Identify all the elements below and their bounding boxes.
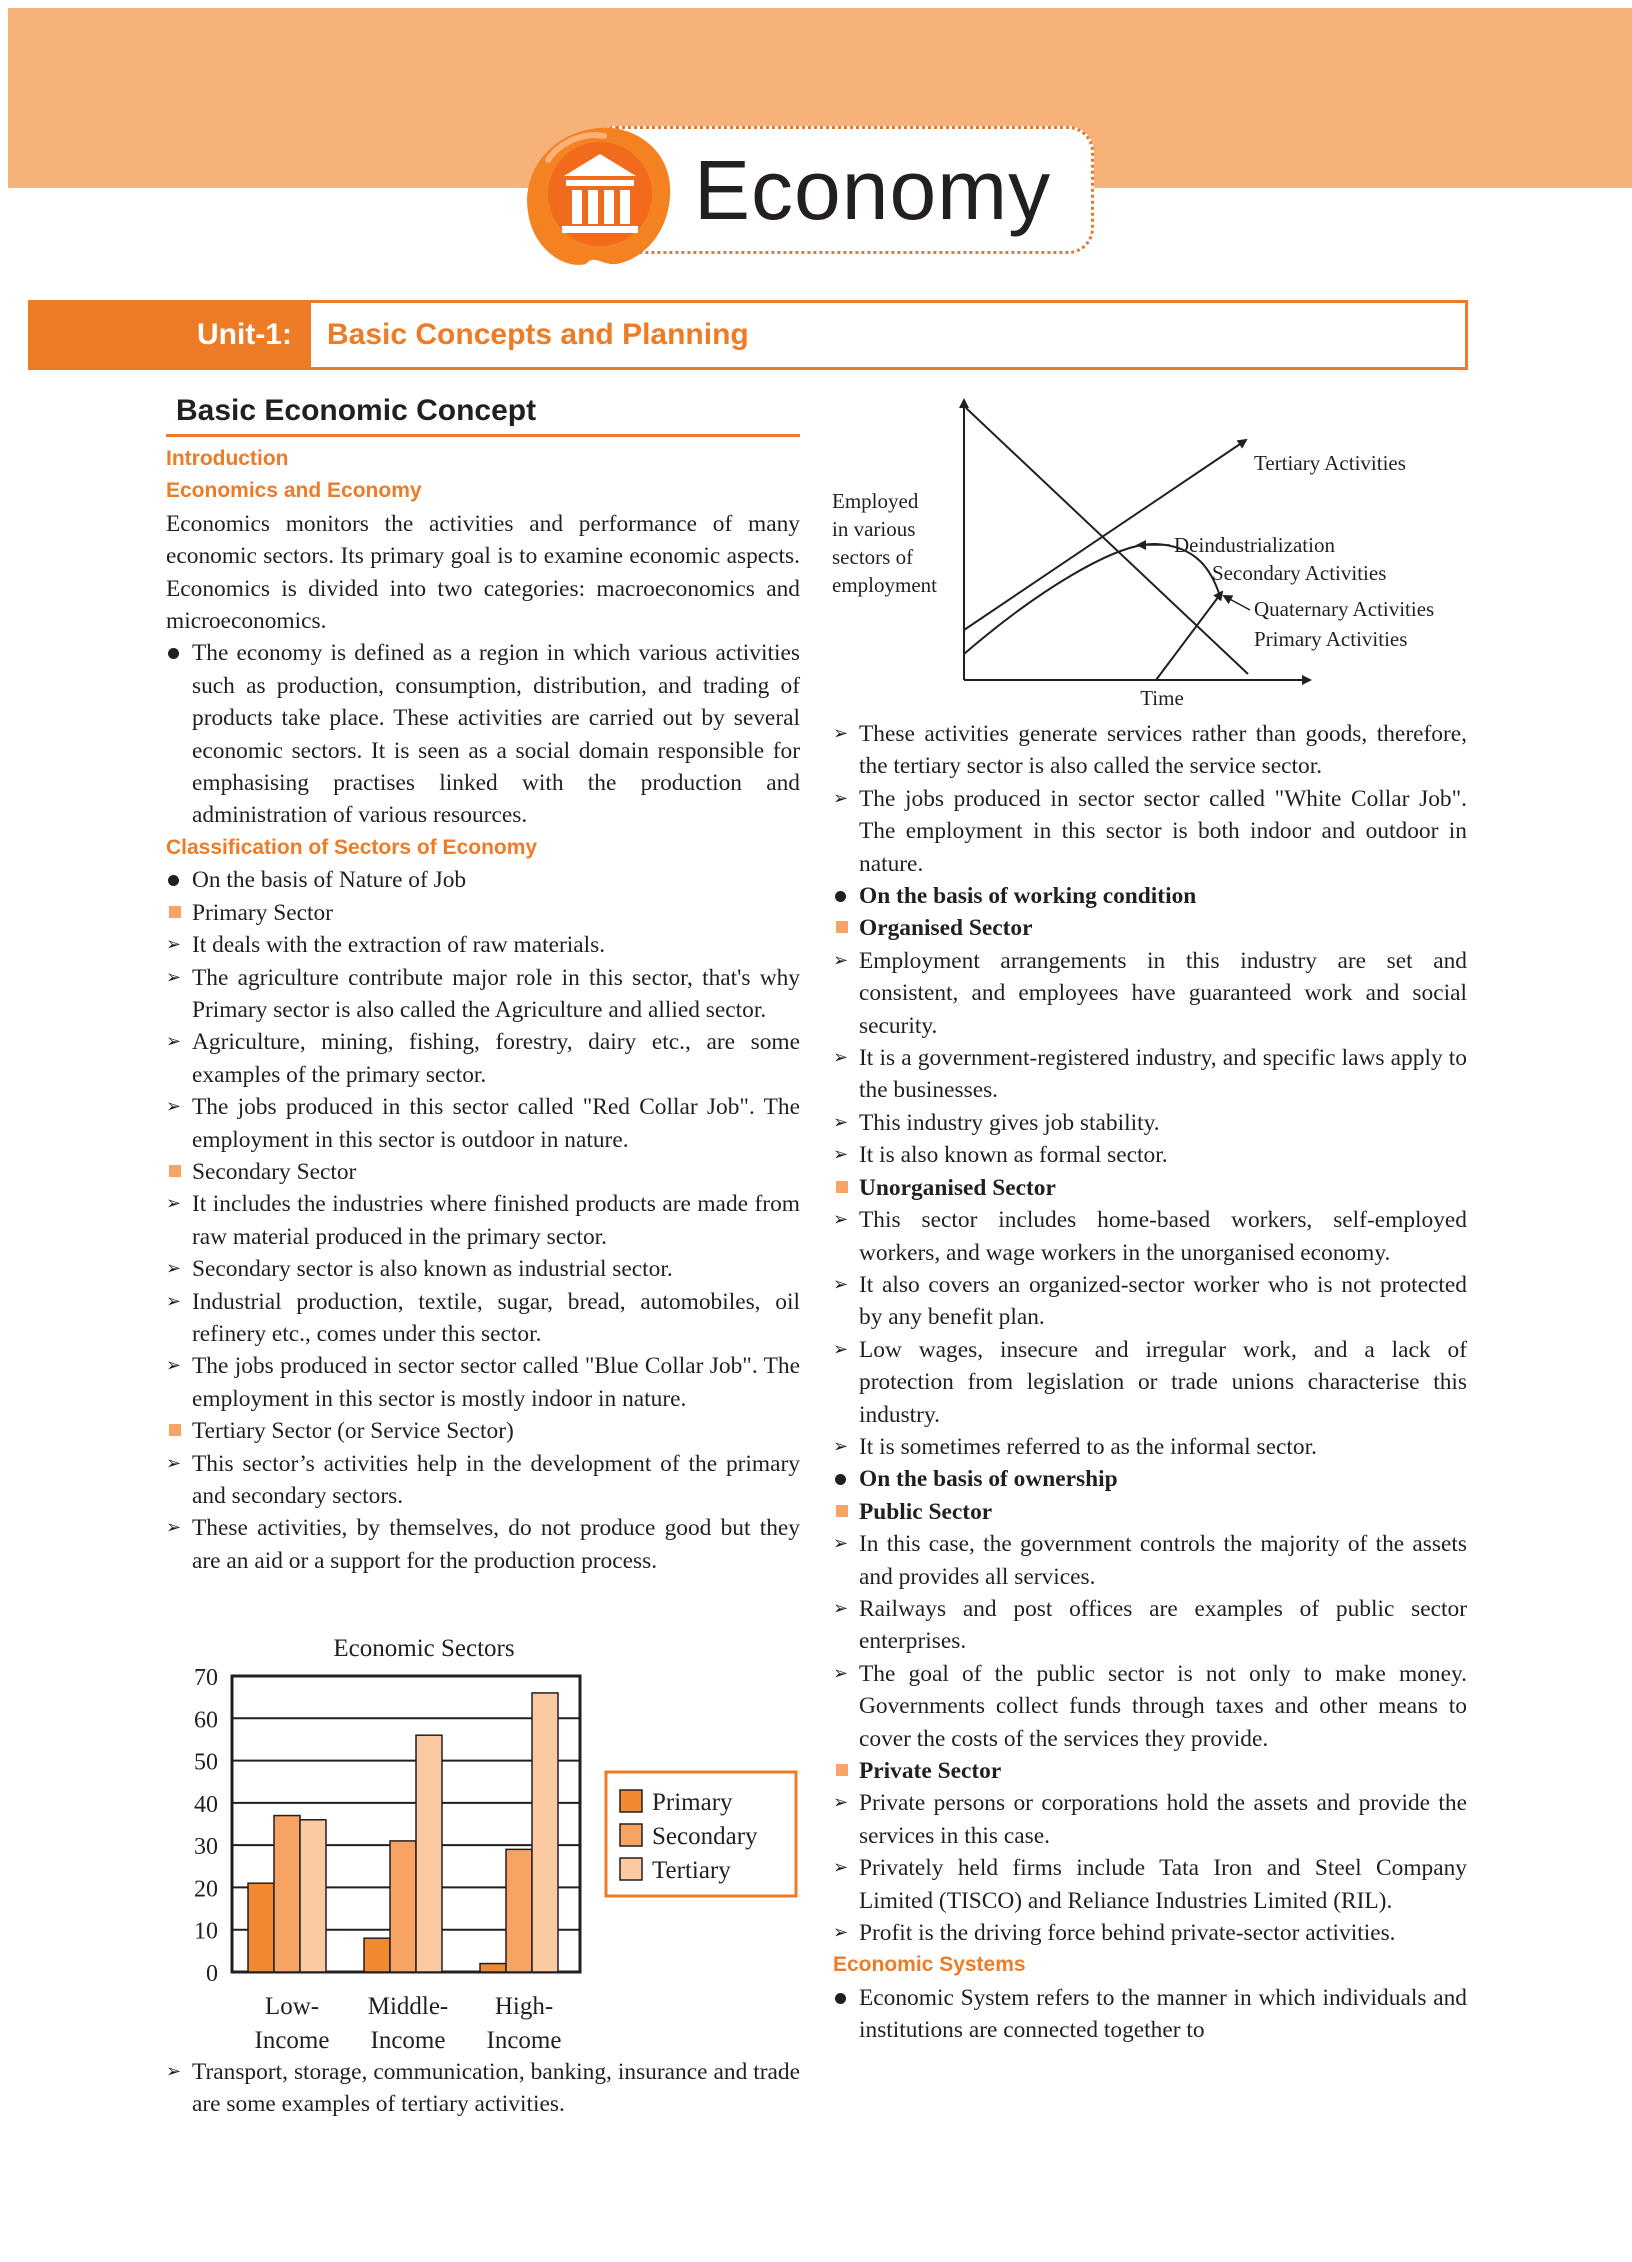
list-item <box>166 929 800 961</box>
unit-bar <box>28 300 1468 370</box>
arrow-bullet-icon: ➢ <box>833 1792 849 1814</box>
y-tick-label: 70 <box>194 1665 218 1691</box>
y-axis-label: employment <box>832 573 937 597</box>
left-column <box>166 392 800 1577</box>
list-item <box>833 1852 1467 1917</box>
y-tick-label: 10 <box>194 1918 218 1945</box>
y-tick-label: 30 <box>194 1834 218 1861</box>
list-item-text: Railways and post offices are examples of public sector enterprises. <box>859 1595 1467 1655</box>
bar-tertiary <box>300 1820 326 1972</box>
arrow-bullet-icon: ➢ <box>833 1857 849 1879</box>
pillared-building-icon <box>520 120 676 270</box>
line-quaternary <box>1156 592 1222 680</box>
list-item: ➢ Transport, storage, communication, banking, insurance and trade are some examples of tertiary activities. <box>166 2059 800 2118</box>
systems-heading: Economic Systems <box>833 1953 1026 1977</box>
list-item <box>166 1026 800 1091</box>
list-item-text: These activities, by themselves, do not produce good but they are an aid or a support for the production process. <box>192 1515 800 1574</box>
y-axis-label: in various <box>832 517 916 541</box>
basis-working <box>833 880 1467 912</box>
basis-label: On the basis of working condition <box>859 883 1197 910</box>
annotation-label: Deindustrialization <box>1174 533 1335 557</box>
basis-ownership <box>833 1463 1467 1495</box>
list-item <box>833 1042 1467 1107</box>
list-item <box>833 1139 1467 1171</box>
list-item <box>833 1269 1467 1334</box>
list-item <box>833 1528 1467 1593</box>
section-title: Basic Economic Concept <box>166 392 800 437</box>
x-tick-label: Middle- <box>367 1993 449 2020</box>
bar-primary <box>480 1964 506 1972</box>
y-tick-label: 0 <box>206 1961 218 1987</box>
list-item <box>166 1091 800 1156</box>
list-item-text: Secondary sector is also known as industrial sector. <box>192 1256 673 1283</box>
list-item <box>166 637 800 831</box>
list-item-text: It is also known as formal sector. <box>859 1142 1168 1169</box>
series-label: Primary Activities <box>1254 627 1408 651</box>
bar-tertiary <box>532 1693 558 1972</box>
list-item <box>833 1787 1467 1852</box>
list-item-text: The jobs produced in sector sector called "Blue Collar Job". The employment in this sector is mostly indoor in nature. <box>192 1353 800 1412</box>
list-item-text: Profit is the driving force behind private-sector activities. <box>859 1920 1396 1947</box>
arrow-bullet-icon: ➢ <box>166 1031 182 1053</box>
list-item-text: Economic System refers to the manner in which individuals and institutions are connected together to <box>859 1984 1467 2044</box>
bar-secondary <box>506 1849 532 1972</box>
arrow-bullet-icon: ➢ <box>833 949 849 971</box>
series-label: Quaternary Activities <box>1254 597 1435 621</box>
x-tick-label: Income <box>370 2027 446 2054</box>
list-item <box>833 945 1467 1042</box>
arrow-bullet-icon: ➢ <box>166 1096 182 1118</box>
intro-heading: Introduction <box>166 447 289 470</box>
x-tick-label: Income <box>254 2027 330 2054</box>
x-tick-label: Low- <box>264 1993 320 2020</box>
arrow-bullet-icon: ➢ <box>833 1662 849 1684</box>
arrow-bullet-icon: ➢ <box>166 1193 182 1215</box>
arrow-bullet-icon: ➢ <box>833 1111 849 1133</box>
list-item-text: It also covers an organized-sector worker who is not protected by any benefit plan. <box>859 1271 1467 1331</box>
private-heading: Private Sector <box>833 1755 1467 1787</box>
organised-heading: Organised Sector <box>833 912 1467 944</box>
legend-swatch <box>620 1790 642 1812</box>
list-item-text: It is sometimes referred to as the informal sector. <box>859 1433 1317 1460</box>
legend-swatch <box>620 1858 642 1880</box>
y-axis-label: Employed <box>832 489 919 513</box>
y-tick-label: 20 <box>194 1876 218 1903</box>
list-item-text: The jobs produced in this sector called "Red Collar Job". The employment in this sector is outdoor in nature. <box>192 1094 800 1153</box>
arrow-bullet-icon: ➢ <box>833 1144 849 1166</box>
classification-heading: Classification of Sectors of Economy <box>166 835 538 859</box>
secondary-list <box>166 1188 800 1415</box>
list-item <box>833 783 1467 880</box>
list-item-text: This sector includes home-based workers, self-employed workers, and wage workers in the unorganised economy. <box>859 1207 1467 1266</box>
arrow-bullet-icon: ➢ <box>166 1517 182 1539</box>
list-item <box>166 1253 800 1285</box>
list-item <box>833 1431 1467 1463</box>
unit-title: Basic Concepts and Planning <box>327 318 749 351</box>
x-axis-label: Time <box>1140 686 1184 710</box>
unit-label: Unit-1: <box>31 303 311 367</box>
right-column <box>833 718 1467 2047</box>
list-item <box>166 1448 800 1513</box>
arrow-bullet-icon: ➢ <box>833 1922 849 1944</box>
list-item <box>166 1350 800 1415</box>
arrow-bullet-icon: ➢ <box>833 1273 849 1295</box>
legend-label: Tertiary <box>652 1857 731 1884</box>
tertiary-list-cont <box>833 718 1467 880</box>
basis-nature <box>166 864 800 896</box>
list-item-text: Industrial production, textile, sugar, bread, automobiles, oil refinery etc., comes under this sector. <box>192 1288 800 1347</box>
y-axis-label: sectors of <box>832 545 914 569</box>
legend-swatch <box>620 1824 642 1846</box>
list-item-text: Private persons or corporations hold the assets and provide the services in this case. <box>859 1790 1467 1849</box>
list-item <box>833 1334 1467 1431</box>
unorganised-heading: Unorganised Sector <box>833 1172 1467 1204</box>
left-column-bottom <box>166 2056 800 2121</box>
list-item <box>166 1188 800 1253</box>
list-item-text: Transport, storage, communication, banking, insurance and trade are some examples of tertiary activities. <box>192 2059 800 2118</box>
annotation-arrow <box>1224 596 1250 610</box>
list-item <box>833 1107 1467 1139</box>
list-item-text: The goal of the public sector is not only to make money. Governments collect funds through taxes and other means to cover the costs of the services they provide. <box>859 1660 1467 1752</box>
organised-list <box>833 945 1467 1172</box>
list-item <box>833 1917 1467 1949</box>
line-secondary <box>964 544 1220 654</box>
x-tick-label: Income <box>486 2027 562 2054</box>
tertiary-heading: Tertiary Sector (or Service Sector) <box>166 1415 800 1447</box>
list-item-text: It deals with the extraction of raw materials. <box>192 932 606 959</box>
economic-sectors-bar-chart <box>160 1626 810 2056</box>
x-tick-label: High- <box>494 1993 554 2020</box>
arrow-bullet-icon: ➢ <box>166 1258 182 1280</box>
bar-tertiary <box>416 1735 442 1972</box>
bar-secondary <box>390 1841 416 1972</box>
econ-paragraph: Economics monitors the activities and performance of many economic sectors. Its primary goal is to examine economic aspects. Economics is divided into two categories: macroeconomics and microeconomics. <box>166 510 800 635</box>
list-item-text: Privately held firms include Tata Iron and Steel Company Limited (TISCO) and Reliance Industries Limited (RIL). <box>859 1855 1467 1914</box>
list-item <box>833 718 1467 783</box>
series-label: Tertiary Activities <box>1254 451 1406 475</box>
page-title: Economy <box>694 143 1052 237</box>
arrow-bullet-icon: ➢ <box>833 1047 849 1069</box>
private-list <box>833 1787 1467 1949</box>
primary-list <box>166 929 800 1156</box>
public-list <box>833 1528 1467 1755</box>
list-item <box>166 1286 800 1351</box>
bar-primary <box>364 1938 390 1972</box>
primary-heading: Primary Sector <box>166 897 800 929</box>
list-item-text: This sector’s activities help in the development of the primary and secondary sectors. <box>192 1450 800 1509</box>
legend-label: Secondary <box>652 1823 758 1850</box>
secondary-heading: Secondary Sector <box>166 1156 800 1188</box>
y-tick-label: 50 <box>194 1749 218 1776</box>
basis-label: On the basis of ownership <box>859 1466 1118 1493</box>
basis-label: On the basis of Nature of Job <box>192 867 467 894</box>
tertiary-list <box>166 1448 800 1578</box>
arrow-bullet-icon: ➢ <box>166 934 182 956</box>
arrow-bullet-icon: ➢ <box>833 1435 849 1457</box>
econ-heading: Economics and Economy <box>166 479 422 503</box>
arrow-bullet-icon: ➢ <box>833 1209 849 1231</box>
arrow-bullet-icon: ➢ <box>833 723 849 744</box>
arrow-bullet-icon: ➢ <box>833 787 849 809</box>
arrow-bullet-icon: ➢ <box>166 1290 182 1312</box>
list-item <box>833 1982 1467 2047</box>
unorganised-list <box>833 1204 1467 1463</box>
y-tick-label: 40 <box>194 1791 218 1818</box>
arrow-bullet-icon: ➢ <box>166 1452 182 1474</box>
bar-primary <box>248 1883 274 1972</box>
list-item <box>833 1204 1467 1269</box>
list-item <box>166 1512 800 1577</box>
series-label: Secondary Activities <box>1212 561 1387 585</box>
arrow-bullet-icon: ➢ <box>833 1533 849 1555</box>
list-item-text: Employment arrangements in this industry are set and consistent, and employees have guaranteed work and social security. <box>859 947 1467 1039</box>
employment-sectors-line-chart <box>826 392 1476 712</box>
arrow-bullet-icon: ➢ <box>166 966 182 988</box>
list-item-text: The agriculture contribute major role in this sector, that's why Primary sector is also called the Agriculture and allied sector. <box>192 964 800 1023</box>
legend-label: Primary <box>652 1789 733 1816</box>
chart-title: Economic Sectors <box>333 1635 515 1662</box>
arrow-bullet-icon: ➢ <box>833 1597 849 1619</box>
list-item-text: It includes the industries where finished products are made from raw material produced in the primary sector. <box>192 1191 800 1250</box>
list-item-text: It is a government-registered industry, and specific laws apply to the businesses. <box>859 1045 1467 1104</box>
arrow-bullet-icon: ➢ <box>166 1355 182 1377</box>
arrow-bullet-icon: ➢ <box>833 1338 849 1360</box>
bar-secondary <box>274 1816 300 1972</box>
public-heading: Public Sector <box>833 1496 1467 1528</box>
list-item-text: The economy is defined as a region in which various activities such as production, consumption, distribution, and trading of products take place. These activities are carried out by several economic sectors. It is seen as a social domain responsible for emphasising practises linked with the production and administration of various resources. <box>192 640 800 829</box>
list-item-text: In this case, the government controls the majority of the assets and provides all services. <box>859 1531 1467 1590</box>
y-tick-label: 60 <box>194 1707 218 1734</box>
list-item-text: This industry gives job stability. <box>859 1109 1160 1136</box>
list-item-text: These activities generate services rather than goods, therefore, the tertiary sector is also called the service sector. <box>859 721 1467 780</box>
list-item <box>166 962 800 1027</box>
list-item-text: Agriculture, mining, fishing, forestry, dairy etc., are some examples of the primary sector. <box>192 1029 800 1088</box>
list-item-text: Low wages, insecure and irregular work, and a lack of protection from legislation or trade unions characterise this industry. <box>859 1336 1467 1428</box>
list-item <box>833 1593 1467 1658</box>
list-item-text: The jobs produced in sector sector called "White Collar Job". The employment in this sector is both indoor and outdoor in nature. <box>859 785 1467 877</box>
list-item <box>833 1658 1467 1755</box>
chart-legend <box>606 1772 796 1896</box>
